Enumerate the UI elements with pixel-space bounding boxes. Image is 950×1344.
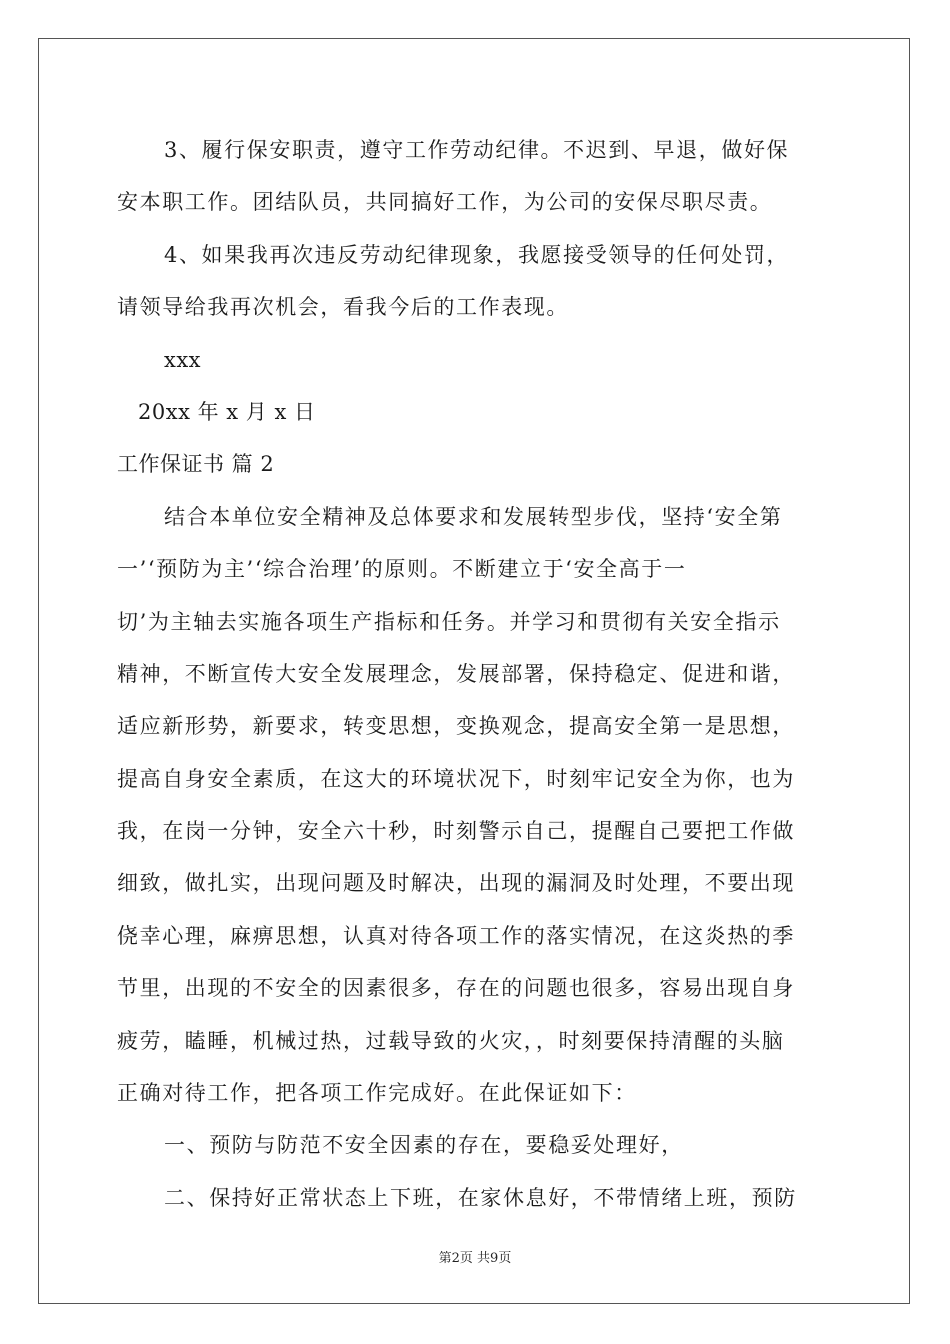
signature-name: xxx (164, 347, 202, 372)
paragraph-line: 请领导给我再次机会，看我今后的工作表现。 (117, 295, 569, 320)
signature-date: 20xx 年 x 月 x 日 (138, 399, 316, 424)
paragraph-line: 细致，做扎实，出现问题及时解决，出现的漏洞及时处理，不要出现 (117, 871, 795, 896)
paragraph-line: 正确对待工作，把各项工作完成好。在此保证如下： (117, 1081, 637, 1106)
paragraph-line: 切’为主轴去实施各项生产指标和任务。并学习和贯彻有关安全指示 (117, 609, 781, 634)
list-item: 一、预防与防范不安全因素的存在，要稳妥处理好， (164, 1133, 684, 1158)
list-item: 二、保持好正常状态上下班，在家休息好，不带情绪上班，预防 (164, 1185, 797, 1210)
section-heading: 工作保证书 篇 2 (117, 452, 275, 477)
paragraph-line: 3、履行保安职责，遵守工作劳动纪律。不迟到、早退，做好保 (164, 138, 790, 162)
paragraph-line: 精神，不断宣传大安全发展理念，发展部署，保持稳定、促进和谐， (117, 661, 795, 686)
paragraph-line: 安本职工作。团结队员，共同搞好工作，为公司的安保尽职尽责。 (117, 190, 773, 215)
paragraph-line: 结合本单位安全精神及总体要求和发展转型步伐，坚持‘安全第 (164, 504, 783, 529)
paragraph-line: 我，在岗一分钟，安全六十秒，时刻警示自己，提醒自己要把工作做 (117, 819, 795, 844)
paragraph-line: 侥幸心理，麻痹思想，认真对待各项工作的落实情况，在这炎热的季 (117, 923, 795, 948)
paragraph-line: 节里，出现的不安全的因素很多，存在的问题也很多，容易出现自身 (117, 976, 795, 1001)
paragraph-line: 疲劳，瞌睡，机械过热，过载导致的火灾，，时刻要保持清醒的头脑 (117, 1028, 785, 1053)
paragraph-line: 一’‘预防为主’‘综合治理’的原则。不断建立于‘安全高于一 (117, 557, 687, 582)
paragraph-line: 适应新形势，新要求，转变思想，变换观念，提高安全第一是思想， (117, 714, 795, 739)
document-body (117, 124, 837, 1224)
paragraph-line: 提高自身安全素质，在这大的环境状况下，时刻牢记安全为你，也为 (117, 766, 795, 791)
page-number: 第2页 共9页 (438, 1251, 512, 1266)
paragraph-line: 4、如果我再次违反劳动纪律现象，我愿接受领导的任何处罚， (164, 242, 790, 267)
